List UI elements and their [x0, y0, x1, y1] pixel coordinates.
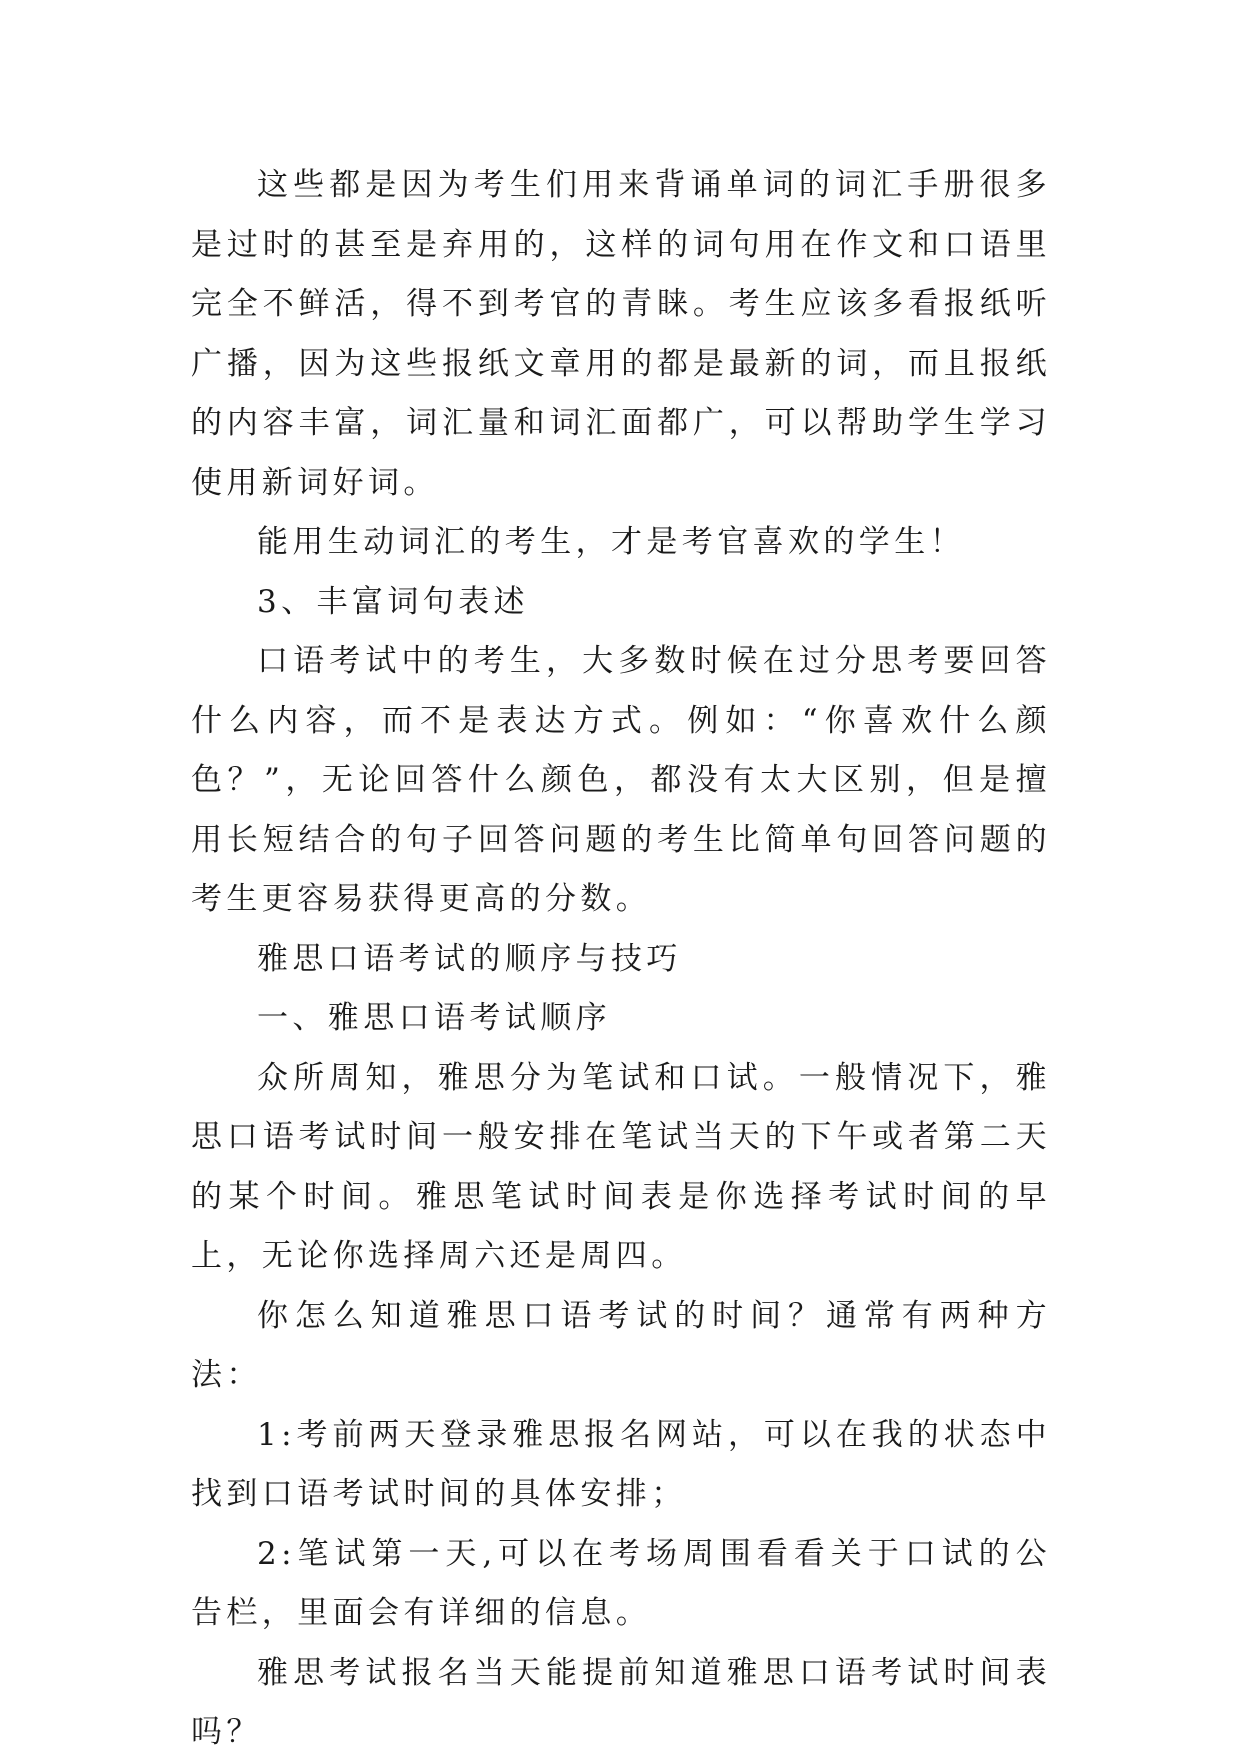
- paragraph-speaking-example: 口语考试中的考生，大多数时候在过分思考要回答什么内容，而不是表达方式。例如：“你喜欢什么颜色？”，无论回答什么颜色，都没有太大区别，但是擅用长短结合的句子回答问题的考生比简单句回答问题的考生更容易获得更高的分数。: [191, 643, 1051, 917]
- paragraph-exam-schedule: 众所周知，雅思分为笔试和口试。一般情况下，雅思口语考试时间一般安排在笔试当天的下午或者第二天的某个时间。雅思笔试时间表是你选择考试时间的早上，无论你选择周六还是周四。: [191, 1059, 1051, 1274]
- paragraph-how-to-know: 你怎么知道雅思口语考试的时间？通常有两种方法：: [191, 1297, 1051, 1393]
- section-heading-rich-expression: 3、丰富词句表述: [257, 583, 529, 620]
- paragraph-vivid-vocabulary: 能用生动词汇的考生，才是考官喜欢的学生！: [257, 524, 965, 560]
- section-heading-speaking-order: 一、雅思口语考试顺序: [257, 1000, 611, 1036]
- list-item-method-1: 1:考前两天登录雅思报名网站，可以在我的状态中找到口语考试时间的具体安排；: [191, 1416, 1051, 1512]
- paragraph-question: 雅思考试报名当天能提前知道雅思口语考试时间表吗？: [191, 1654, 1051, 1750]
- section-title-speaking-order-tips: 雅思口语考试的顺序与技巧: [257, 940, 682, 977]
- list-item-method-2: 2:笔试第一天,可以在考场周围看看关于口试的公告栏，里面会有详细的信息。: [191, 1535, 1051, 1631]
- paragraph-vocabulary-advice: 这些都是因为考生们用来背诵单词的词汇手册很多是过时的甚至是弃用的，这样的词句用在作文和口语里完全不鲜活，得不到考官的青睐。考生应该多看报纸听广播，因为这些报纸文章用的都是最新的词，而且报纸的内容丰富，词汇量和词汇面都广，可以帮助学生学习使用新词好词。: [191, 167, 1051, 501]
- document-body: [191, 156, 1051, 1763]
